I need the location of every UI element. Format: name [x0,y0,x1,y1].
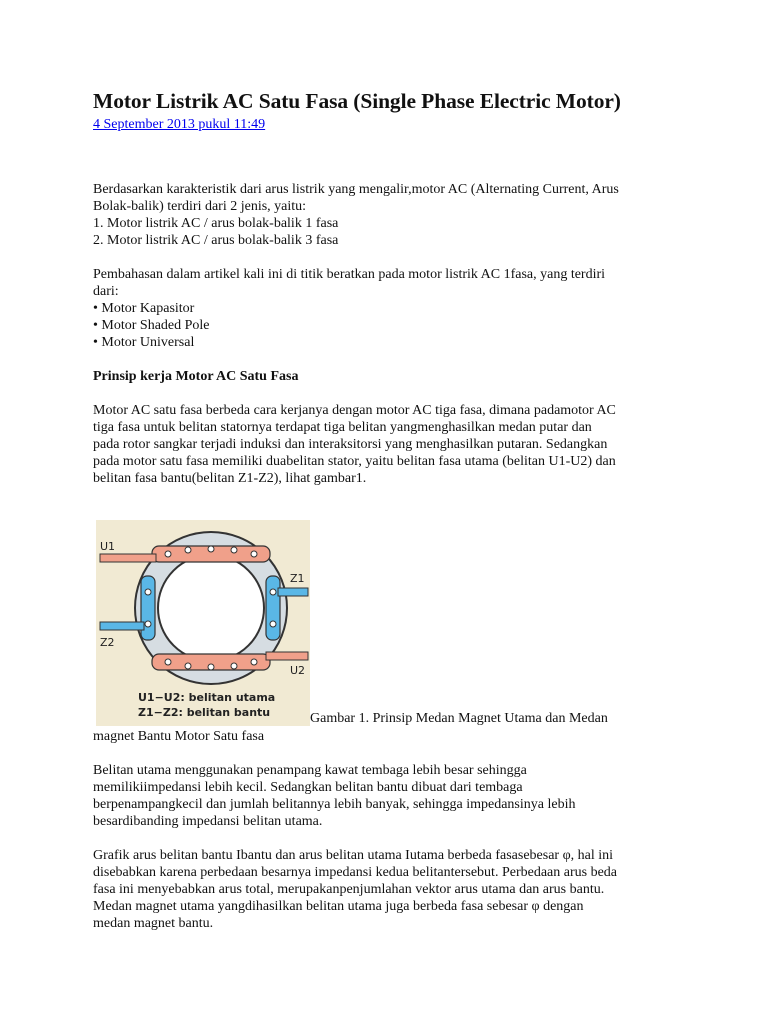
text-line: Berdasarkan karakteristik dari arus listrik yang mengalir,motor AC (Alternating Current, Arus [93,182,619,197]
principle-paragraph [93,402,693,487]
text-line: dari: [93,284,119,299]
bullet-item: • Motor Universal [93,335,195,350]
bullet-item: • Motor Kapasitor [93,301,195,316]
label-u2: U2 [290,664,306,677]
figure [93,520,693,728]
text-line: Pembahasan dalam artikel kali ini di titik beratkan pada motor listrik AC 1fasa, yang terdiri [93,267,606,282]
graph-paragraph [93,847,693,932]
section-heading: Prinsip kerja Motor AC Satu Fasa [93,369,299,384]
text-line: pada motor satu fasa memiliki duabelitan stator, yaitu belitan fasa utama (belitan U1-U2) dan [93,454,616,469]
article [93,86,693,932]
text-line: besardibanding impedansi belitan utama. [93,814,323,829]
text-line: tiga fasa untuk belitan statornya terdapat tiga belitan yangmenghasilkan medan putar dan [93,420,592,435]
text-line: medan magnet bantu. [93,916,214,931]
list-item: 1. Motor listrik AC / arus bolak-balik 1 fasa [93,216,339,231]
legend-main: U1−U2: belitan utama [138,691,276,704]
text-line: belitan fasa bantu(belitan Z1-Z2), lihat gambar1. [93,471,367,486]
list-item: 2. Motor listrik AC / arus bolak-balik 3 fasa [93,233,339,248]
aux-winding-right [266,576,280,640]
label-u1: U1 [100,540,116,553]
figure-caption: Gambar 1. Prinsip Medan Magnet Utama dan Medan [310,711,608,726]
text-line: fasa ini menyebabkan arus total, merupakanpenjumlahan vektor arus utama dan arus bantu. [93,882,605,897]
text-line: berpenampangkecil dan jumlah belitannya lebih banyak, sehingga impedansinya lebih [93,797,576,812]
text-line: Motor AC satu fasa berbeda cara kerjanya dengan motor AC tiga fasa, dimana padamotor AC [93,403,616,418]
text-line: Belitan utama menggunakan penampang kawat tembaga lebih besar sehingga [93,763,527,778]
intro-paragraph [93,181,693,249]
stator-diagram [96,520,310,726]
legend-aux: Z1−Z2: belitan bantu [138,706,271,719]
label-z2: Z2 [100,636,115,649]
figure-caption-cont: magnet Bantu Motor Satu fasa [93,729,265,744]
text-line: disebabkan karena perbedaan besarnya impedansi kedua belitantersebut. Perbedaan arus beda [93,865,617,880]
label-z1: Z1 [290,572,305,585]
text-line: memilikiimpedansi lebih kecil. Sedangkan belitan bantu dibuat dari tembaga [93,780,523,795]
scope-paragraph [93,266,693,351]
windings-paragraph [93,762,693,830]
text-line: Bolak-balik) terdiri dari 2 jenis, yaitu: [93,199,307,214]
article-title: Motor Listrik AC Satu Fasa (Single Phase Electric Motor) [93,89,621,113]
bullet-item: • Motor Shaded Pole [93,318,210,333]
text-line: pada rotor sangkar terjadi induksi dan interaksitorsi yang menghasilkan putaran. Sedangkan [93,437,608,452]
date-link[interactable]: 4 September 2013 pukul 11:49 [93,117,266,132]
text-line: Medan magnet utama yangdihasilkan belitan utama juga berbeda fasa sebesar φ dengan [93,899,584,914]
text-line: Grafik arus belitan bantu Ibantu dan arus belitan utama Iutama berbeda fasasebesar φ, hal ini [93,848,614,863]
